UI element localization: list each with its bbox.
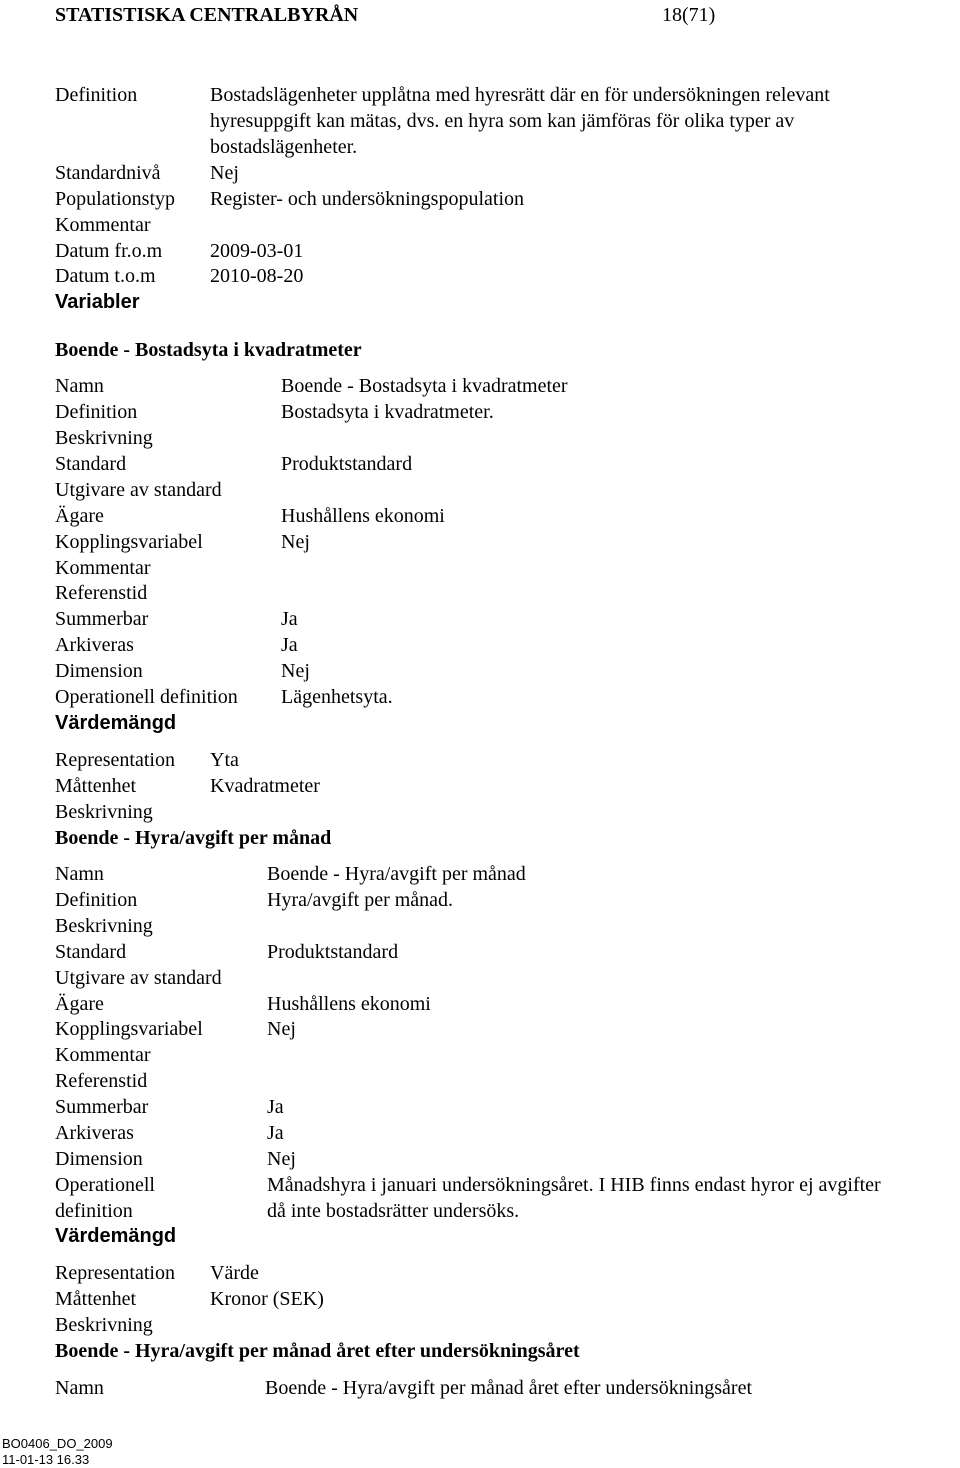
var1-koppling-value: Nej xyxy=(281,531,310,553)
var2-namn-label: Namn xyxy=(55,863,104,885)
datum-from-label: Datum fr.o.m xyxy=(55,240,163,262)
var1-agare-label: Ägare xyxy=(55,505,104,527)
var1-representation-value: Yta xyxy=(210,749,239,771)
var2-beskrivning-label: Beskrivning xyxy=(55,915,153,937)
var2-representation-label: Representation xyxy=(55,1262,175,1284)
var2-definition-label: Definition xyxy=(55,889,138,911)
var2-beskrivning2-label: Beskrivning xyxy=(55,1314,153,1336)
var2-arkiveras-value: Ja xyxy=(267,1122,284,1144)
page-number: 18(71) xyxy=(662,4,716,26)
datum-to-label: Datum t.o.m xyxy=(55,265,156,287)
var2-referenstid-label: Referenstid xyxy=(55,1070,148,1092)
var1-koppling-label: Kopplingsvariabel xyxy=(55,531,203,553)
var1-opdef-label: Operationell definition xyxy=(55,686,238,708)
var3-title: Boende - Hyra/avgift per månad året efter undersökningsåret xyxy=(55,1340,580,1362)
var2-agare-value: Hushållens ekonomi xyxy=(267,993,431,1015)
header-org: STATISTISKA CENTRALBYRÅN xyxy=(55,4,359,26)
datum-from-value: 2009-03-01 xyxy=(210,240,304,262)
populationstyp-value: Register- och undersökningspopulation xyxy=(210,188,524,210)
var1-definition-value: Bostadsyta i kvadratmeter. xyxy=(281,401,494,423)
var2-definition-value: Hyra/avgift per månad. xyxy=(267,889,454,911)
intro-kommentar-label: Kommentar xyxy=(55,214,151,236)
var2-representation-value: Värde xyxy=(210,1262,259,1284)
intro-definition-line-1: Bostadslägenheter upplåtna med hyresrätt där en för undersökningen relevant xyxy=(210,84,830,106)
var1-namn-label: Namn xyxy=(55,375,104,397)
footer-timestamp: 11-01-13 16.33 xyxy=(2,1452,90,1467)
var2-namn-value: Boende - Hyra/avgift per månad xyxy=(267,863,526,885)
var2-dimension-value: Nej xyxy=(267,1148,296,1170)
var1-mattenhet-value: Kvadratmeter xyxy=(210,775,320,797)
var1-summerbar-value: Ja xyxy=(281,608,298,630)
var2-opdef-label-1: Operationell xyxy=(55,1174,155,1196)
var1-namn-value: Boende - Bostadsyta i kvadratmeter xyxy=(281,375,568,397)
var3-namn-value: Boende - Hyra/avgift per månad året efter undersökningsåret xyxy=(265,1377,753,1399)
datum-to-value: 2010-08-20 xyxy=(210,265,304,287)
var2-opdef-value-2: då inte bostadsrätter undersöks. xyxy=(267,1200,520,1222)
var2-mattenhet-label: Måttenhet xyxy=(55,1288,137,1310)
footer-doc-id: BO0406_DO_2009 xyxy=(2,1436,113,1451)
var1-standard-label: Standard xyxy=(55,453,127,475)
var2-summerbar-value: Ja xyxy=(267,1096,284,1118)
var1-agare-value: Hushållens ekonomi xyxy=(281,505,445,527)
variabler-heading: Variabler xyxy=(55,291,140,313)
var1-opdef-value: Lägenhetsyta. xyxy=(281,686,393,708)
var2-summerbar-label: Summerbar xyxy=(55,1096,149,1118)
intro-definition-line-2: hyresuppgift kan mätas, dvs. en hyra som kan jämföras för olika typer av xyxy=(210,110,795,132)
var2-title: Boende - Hyra/avgift per månad xyxy=(55,827,332,849)
var2-standard-label: Standard xyxy=(55,941,127,963)
var1-vardemangd-heading: Värdemängd xyxy=(55,712,177,734)
var1-dimension-label: Dimension xyxy=(55,660,143,682)
var2-koppling-label: Kopplingsvariabel xyxy=(55,1018,203,1040)
var1-beskrivning-label: Beskrivning xyxy=(55,427,153,449)
var2-arkiveras-label: Arkiveras xyxy=(55,1122,134,1144)
var1-beskrivning2-label: Beskrivning xyxy=(55,801,153,823)
var1-referenstid-label: Referenstid xyxy=(55,582,148,604)
var1-title: Boende - Bostadsyta i kvadratmeter xyxy=(55,339,362,361)
intro-definition-label: Definition xyxy=(55,84,138,106)
var1-arkiveras-label: Arkiveras xyxy=(55,634,134,656)
var2-utgivare-label: Utgivare av standard xyxy=(55,967,222,989)
var2-opdef-value-1: Månadshyra i januari undersökningsåret. I HIB finns endast hyror ej avgifter xyxy=(267,1174,881,1196)
var2-mattenhet-value: Kronor (SEK) xyxy=(210,1288,324,1310)
var2-vardemangd-heading: Värdemängd xyxy=(55,1225,177,1247)
var1-standard-value: Produktstandard xyxy=(281,453,413,475)
var3-namn-label: Namn xyxy=(55,1377,104,1399)
intro-definition-line-3: bostadslägenheter. xyxy=(210,136,358,158)
var1-definition-label: Definition xyxy=(55,401,138,423)
var2-koppling-value: Nej xyxy=(267,1018,296,1040)
var2-agare-label: Ägare xyxy=(55,993,104,1015)
var1-mattenhet-label: Måttenhet xyxy=(55,775,137,797)
var1-summerbar-label: Summerbar xyxy=(55,608,149,630)
var1-representation-label: Representation xyxy=(55,749,175,771)
var2-kommentar-label: Kommentar xyxy=(55,1044,151,1066)
standardniva-value: Nej xyxy=(210,162,239,184)
var1-dimension-value: Nej xyxy=(281,660,310,682)
standardniva-label: Standardnivå xyxy=(55,162,161,184)
var2-standard-value: Produktstandard xyxy=(267,941,399,963)
var1-utgivare-label: Utgivare av standard xyxy=(55,479,222,501)
var2-opdef-label-2: definition xyxy=(55,1200,133,1222)
var2-dimension-label: Dimension xyxy=(55,1148,143,1170)
populationstyp-label: Populationstyp xyxy=(55,188,176,210)
var1-arkiveras-value: Ja xyxy=(281,634,298,656)
var1-kommentar-label: Kommentar xyxy=(55,557,151,579)
